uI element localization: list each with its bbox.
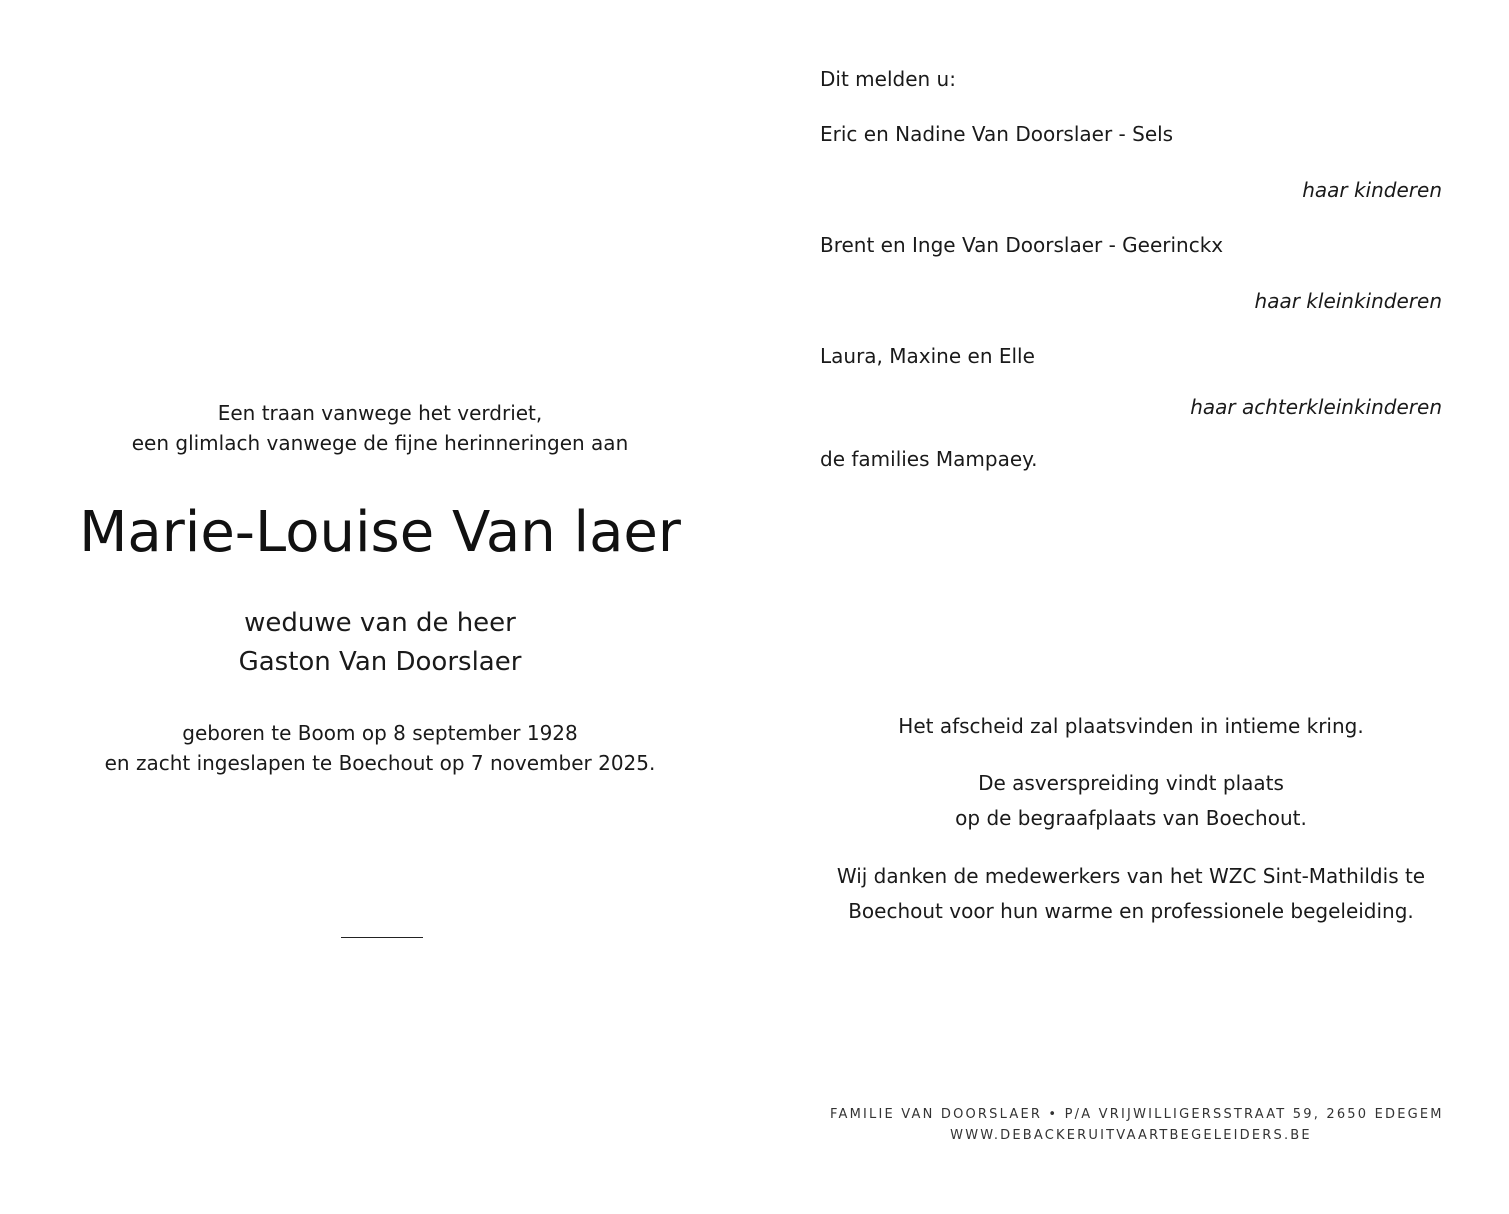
great-grandchildren-names: Laura, Maxine en Elle xyxy=(820,344,1035,368)
spouse-name: Gaston Van Doorslaer xyxy=(238,647,522,677)
thanks-text xyxy=(830,859,1432,929)
life-dates xyxy=(0,718,760,778)
widow-line: weduwe van de heer xyxy=(244,608,516,638)
death-line: en zacht ingeslapen te Boechout op 7 november 2025. xyxy=(104,751,656,775)
thanks-line: Wij danken de medewerkers van het WZC Sint-Mathildis te xyxy=(836,864,1426,888)
children-names: Eric en Nadine Van Doorslaer - Sels xyxy=(820,122,1174,146)
footer-address xyxy=(830,1104,1444,1146)
farewell-text: Het afscheid zal plaatsvinden in intieme kring. xyxy=(898,714,1364,738)
widow-text xyxy=(0,604,760,682)
families-text: de families Mampaey. xyxy=(820,447,1038,471)
grandchildren-role: haar kleinkinderen xyxy=(1254,289,1442,313)
intro-line: een glimlach vanwege de fijne herinneringen aan xyxy=(131,431,629,455)
intro-line: Een traan vanwege het verdriet, xyxy=(217,401,543,425)
footer-line: FAMILIE VAN DOORSLAER • P/A VRIJWILLIGERSSTRAAT 59, 2650 EDEGEM xyxy=(830,1107,1444,1122)
footer-website: WWW.DEBACKERUITVAARTBEGELEIDERS.BE xyxy=(950,1128,1312,1143)
ashes-line: De asverspreiding vindt plaats xyxy=(978,771,1284,795)
children-role: haar kinderen xyxy=(1302,178,1442,202)
separator-line xyxy=(341,937,423,938)
grandchildren-names: Brent en Inge Van Doorslaer - Geerinckx xyxy=(820,233,1224,257)
announce-text: Dit melden u: xyxy=(820,67,956,91)
intro-text xyxy=(0,398,760,458)
ashes-line: op de begraafplaats van Boechout. xyxy=(955,806,1307,830)
thanks-line: Boechout voor hun warme en professionele begeleiding. xyxy=(848,899,1414,923)
great-grandchildren-role: haar achterkleinkinderen xyxy=(1190,395,1442,419)
birth-line: geboren te Boom op 8 september 1928 xyxy=(182,721,578,745)
ashes-text xyxy=(830,766,1432,836)
deceased-name: Marie-Louise Van laer xyxy=(79,500,681,565)
